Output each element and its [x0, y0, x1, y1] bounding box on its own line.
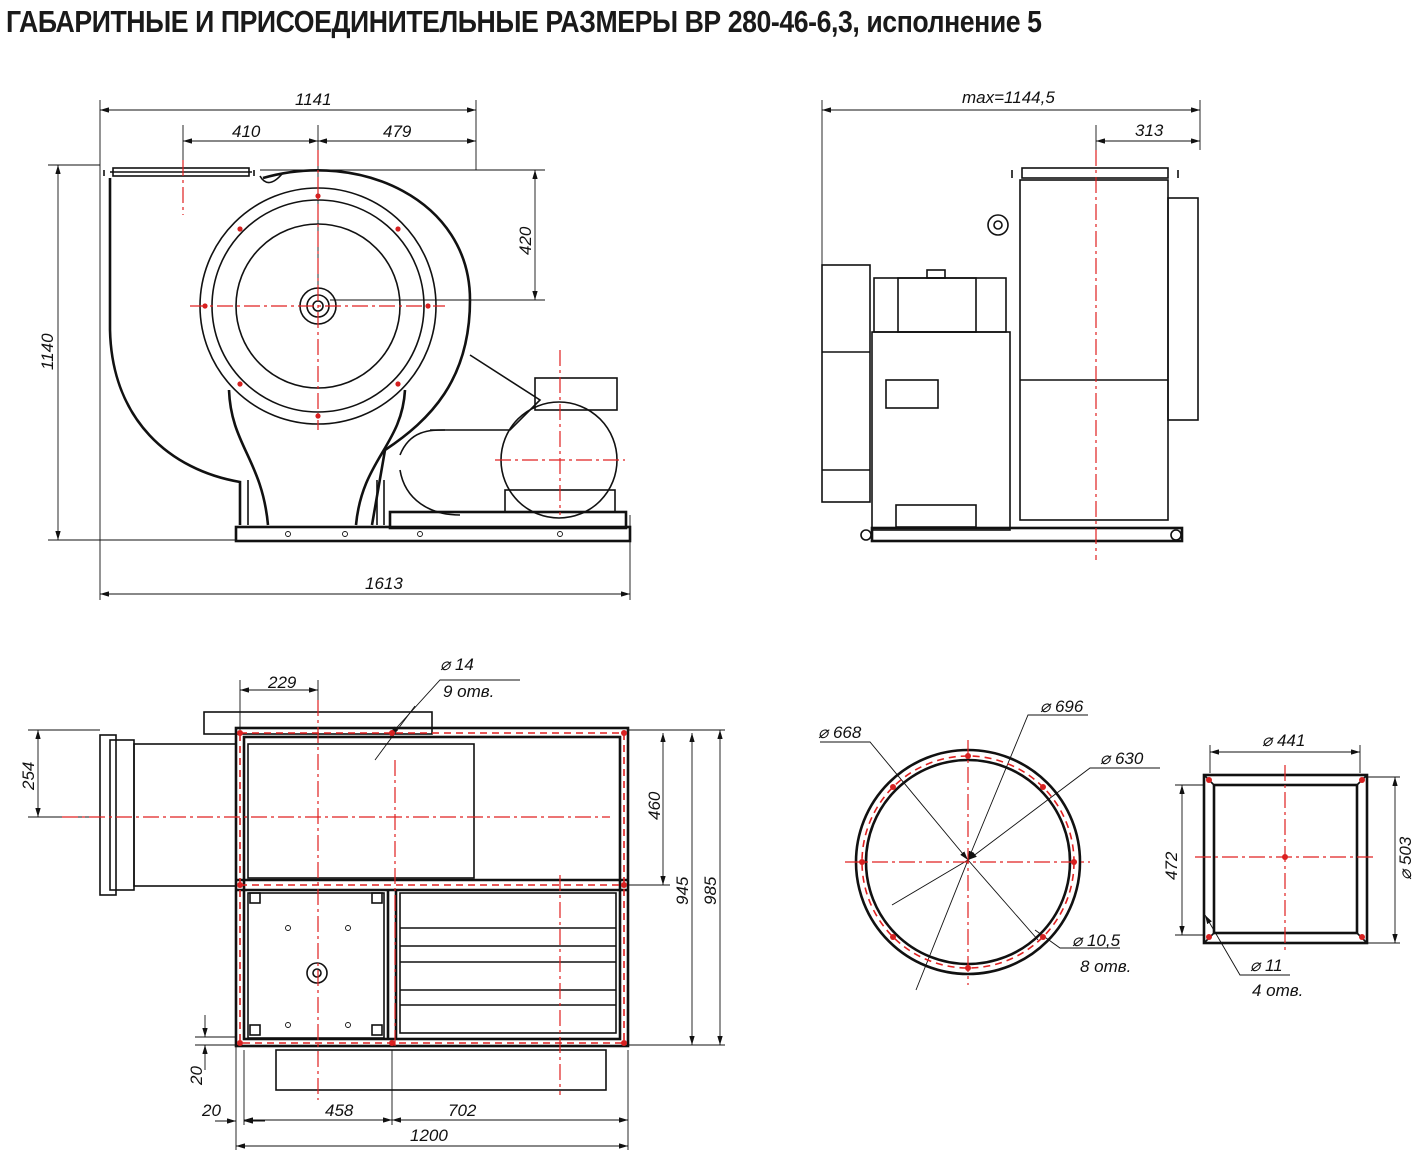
dim-1613: 1613 — [365, 574, 403, 593]
dim-460: 460 — [645, 791, 664, 820]
dim-max-1144-5: max=1144,5 — [962, 88, 1055, 107]
plan-view — [19, 655, 725, 1150]
dim-1200: 1200 — [410, 1126, 448, 1145]
dim-20-horizontal: 20 — [202, 1101, 221, 1120]
dim-472: 472 — [1162, 851, 1181, 880]
dim-420: 420 — [516, 226, 535, 255]
diam-630: ⌀ 630 — [1100, 749, 1144, 768]
dim-20-vertical: 20 — [187, 1066, 206, 1085]
dim-1140: 1140 — [38, 333, 57, 370]
dim-985: 985 — [701, 876, 720, 905]
dim-458: 458 — [325, 1101, 354, 1120]
dim-479: 479 — [383, 122, 412, 141]
hole-14: ⌀ 14 — [440, 655, 474, 674]
hole-10-5: ⌀ 10,5 — [1072, 931, 1121, 950]
side-view — [822, 88, 1200, 560]
dim-1141: 1141 — [295, 90, 332, 109]
dim-313: 313 — [1135, 121, 1164, 140]
dim-702: 702 — [448, 1101, 477, 1120]
hole-count-4: 4 отв. — [1252, 981, 1304, 1000]
drawing-title: ГАБАРИТНЫЕ И ПРИСОЕДИНИТЕЛЬНЫЕ РАЗМЕРЫ ВР 280-46-6,3, исполнение 5 — [6, 4, 1042, 39]
hole-11: ⌀ 11 — [1250, 956, 1283, 975]
hole-count-9: 9 отв. — [443, 682, 495, 701]
round-flange — [818, 697, 1160, 990]
dim-945: 945 — [673, 876, 692, 905]
dim-254: 254 — [19, 761, 38, 790]
diam-503: ⌀ 503 — [1396, 836, 1415, 880]
front-view — [38, 90, 630, 600]
dim-410: 410 — [232, 122, 261, 141]
square-flange — [1162, 731, 1415, 1000]
hole-count-8: 8 отв. — [1080, 957, 1132, 976]
dim-229: 229 — [268, 673, 297, 692]
diam-668: ⌀ 668 — [818, 723, 862, 742]
diam-441: ⌀ 441 — [1262, 731, 1306, 750]
diam-696: ⌀ 696 — [1040, 697, 1084, 716]
